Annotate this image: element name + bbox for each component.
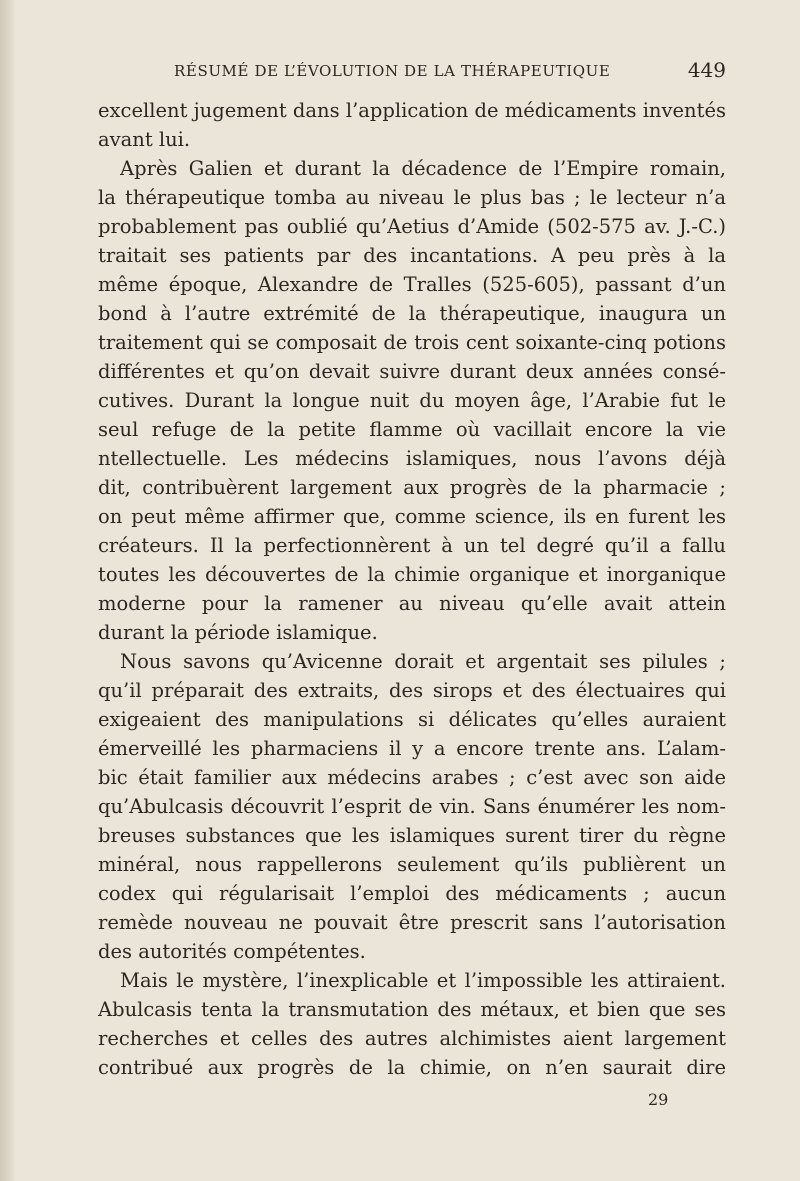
text-line: créateurs. Il la perfectionnèrent à un tel degré qu’il a fallu	[98, 534, 726, 557]
text-line: Mais le mystère, l’inexplicable et l’impossible les attiraient.	[120, 969, 726, 992]
text-line: minéral, nous rappellerons seulement qu’ils publièrent un	[98, 853, 726, 876]
text-line: exigeaient des manipulations si délicates qu’elles auraient	[98, 708, 726, 731]
text-line: Après Galien et durant la décadence de l’Empire romain,	[120, 157, 726, 180]
running-title: RÉSUMÉ DE L’ÉVOLUTION DE LA THÉRAPEUTIQUE	[174, 62, 611, 80]
text-line: remède nouveau ne pouvait être prescrit sans l’autorisation	[98, 911, 726, 934]
text-line: Nous savons qu’Avicenne dorait et argentait ses pilules ;	[120, 650, 726, 673]
text-line: bic était familier aux médecins arabes ; c’est avec son aide	[98, 766, 726, 789]
text-line: on peut même affirmer que, comme science, ils en furent les	[98, 505, 726, 528]
text-line: dit, contribuèrent largement aux progrès de la pharmacie ;	[98, 476, 726, 499]
text-line: ntellectuelle. Les médecins islamiques, nous l’avons déjà	[98, 447, 726, 470]
text-line: même époque, Alexandre de Tralles (525-605), passant d’un	[98, 273, 726, 296]
text-line: différentes et qu’on devait suivre durant deux années consé-	[98, 360, 726, 383]
text-line: qu’Abulcasis découvrit l’esprit de vin. Sans énumérer les nom-	[98, 795, 726, 818]
text-line: codex qui régularisait l’emploi des médicaments ; aucun	[98, 882, 726, 905]
page-gutter-edge	[0, 0, 14, 1181]
text-line: excellent jugement dans l’application de médicaments inventés	[98, 99, 726, 122]
signature-mark: 29	[648, 1090, 669, 1109]
running-header	[98, 58, 726, 84]
text-line: émerveillé les pharmaciens il y a encore trente ans. L’alam-	[98, 737, 726, 760]
text-line: breuses substances que les islamiques surent tirer du règne	[98, 824, 726, 847]
text-line: la thérapeutique tomba au niveau le plus bas ; le lecteur n’a	[98, 186, 726, 209]
text-line: probablement pas oublié qu’Aetius d’Amide (502-575 av. J.-C.)	[98, 215, 726, 238]
text-line: traitait ses patients par des incantations. A peu près à la	[98, 244, 726, 267]
text-line: seul refuge de la petite flamme où vacillait encore la vie	[98, 418, 726, 441]
text-line: recherches et celles des autres alchimistes aient largement	[98, 1027, 726, 1050]
text-line: bond à l’autre extrémité de la thérapeutique, inaugura un	[98, 302, 726, 325]
text-line: traitement qui se composait de trois cent soixante-cinq potions	[98, 331, 726, 354]
text-line: des autorités compétentes.	[98, 940, 366, 963]
text-line: qu’il préparait des extraits, des sirops et des électuaires qui	[98, 679, 726, 702]
text-line: toutes les découvertes de la chimie organique et inorganique	[98, 563, 726, 586]
text-line: contribué aux progrès de la chimie, on n’en saurait dire	[98, 1056, 726, 1079]
text-line: durant la période islamique.	[98, 621, 378, 644]
text-line: avant lui.	[98, 128, 191, 151]
text-line: Abulcasis tenta la transmutation des métaux, et bien que ses	[98, 998, 726, 1021]
text-line: moderne pour la ramener au niveau qu’elle avait attein	[98, 592, 726, 615]
page-number: 449	[687, 58, 726, 82]
text-line: cutives. Durant la longue nuit du moyen âge, l’Arabie fut le	[98, 389, 726, 412]
body-text	[98, 96, 726, 1081]
